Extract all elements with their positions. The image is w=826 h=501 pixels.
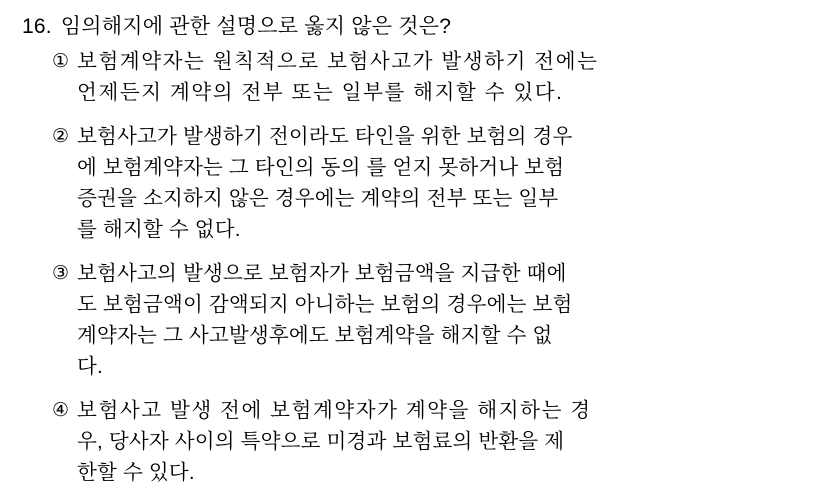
choice-2-line-1: 보험사고가 발생하기 전이라도 타인을 위한 보험의 경우 bbox=[77, 125, 573, 148]
choice-list bbox=[0, 42, 826, 488]
choice-4-line-2: 우, 당사자 사이의 특약으로 미경과 보험료의 반환을 제 bbox=[77, 430, 565, 453]
choice-4-line-3: 한할 수 있다. bbox=[77, 461, 195, 484]
choice-1-line-1: 보험계약자는 원칙적으로 보험사고가 발생하기 전에는 bbox=[77, 50, 599, 73]
choice-2-line-2: 에 보험계약자는 그 타인의 동의 를 얻지 못하거나 보험 bbox=[77, 156, 565, 179]
choice-marker-3: ③ bbox=[52, 263, 70, 284]
choice-1[interactable] bbox=[0, 46, 826, 108]
choice-3-line-2: 도 보험금액이 감액되지 아니하는 보험의 경우에는 보험 bbox=[77, 293, 573, 316]
question-text: 임의해지에 관한 설명으로 옳지 않은 것은? bbox=[60, 15, 452, 38]
question-stem bbox=[0, 0, 826, 42]
choice-3-line-4: 다. bbox=[77, 355, 103, 378]
choice-3-line-1: 보험사고의 발생으로 보험자가 보험금액을 지급한 때에 bbox=[77, 262, 567, 285]
choice-marker-4: ④ bbox=[52, 400, 70, 421]
choice-body-3 bbox=[77, 258, 777, 382]
choice-3[interactable] bbox=[0, 258, 826, 382]
choice-3-line-3: 계약자는 그 사고발생후에도 보험계약을 해지할 수 없 bbox=[77, 324, 553, 347]
question-number: 16. bbox=[22, 15, 52, 38]
choice-2[interactable] bbox=[0, 121, 826, 245]
choice-4-line-1: 보험사고 발생 전에 보험계약자가 계약을 해지하는 경 bbox=[77, 399, 592, 422]
choice-marker-2: ② bbox=[52, 126, 70, 147]
choice-body-4 bbox=[77, 395, 777, 488]
choice-body-2 bbox=[77, 121, 777, 245]
choice-2-line-3: 증권을 소지하지 않은 경우에는 계약의 전부 또는 일부 bbox=[77, 187, 559, 210]
choice-1-line-2: 언제든지 계약의 전부 또는 일부를 해지할 수 있다. bbox=[77, 81, 564, 104]
choice-4[interactable] bbox=[0, 395, 826, 488]
choice-marker-1: ① bbox=[52, 51, 70, 72]
choice-2-line-4: 를 해지할 수 없다. bbox=[77, 218, 241, 241]
choice-body-1 bbox=[77, 46, 777, 108]
